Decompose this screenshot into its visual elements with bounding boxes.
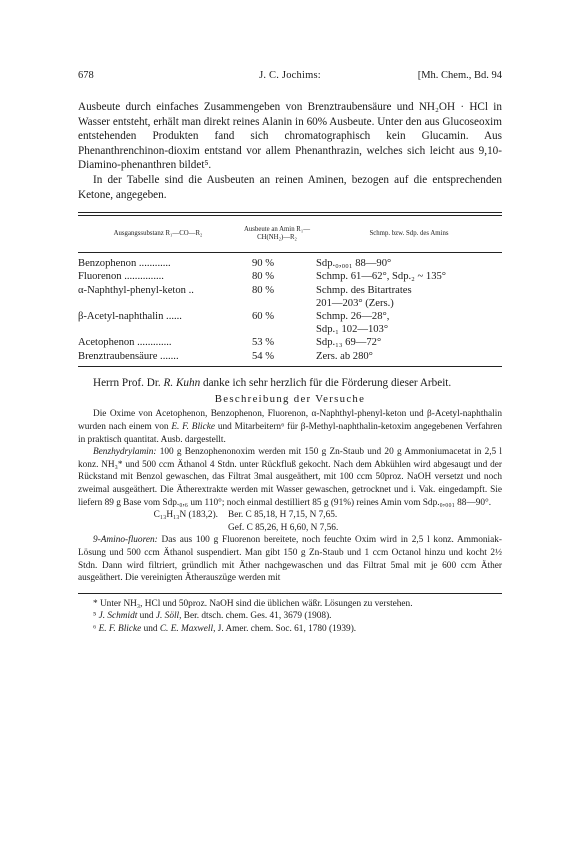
table-cell-substance: [78, 297, 238, 310]
table-header-properties: Schmp. bzw. Sdp. des Amins: [369, 230, 449, 238]
acknowledged-person: R. Kuhn: [163, 376, 201, 389]
formula-calculated: Ber. C 85,18, H 7,15, N 7,65.: [228, 510, 338, 521]
table-cell-yield: 60 %: [252, 310, 275, 322]
formula-found: Gef. C 85,26, H 6,60, N 7,56.: [228, 522, 339, 533]
formula-compound: C₁₃H₁₃N (183,2).: [153, 510, 218, 521]
table-cell-yield: 54 %: [252, 350, 275, 362]
acknowledgement: Herrn Prof. Dr. R. Kuhn danke ich sehr herzlich für die Förderung dieser Arbeit.: [93, 376, 452, 389]
table-row: [78, 336, 502, 349]
table-row: [78, 297, 502, 310]
table-cell-properties: Sdp.₁ 102—103°: [316, 324, 389, 336]
table-cell-properties: Sdp.₁₃ 69—72°: [316, 337, 382, 349]
table-cell-properties: Schmp. 61—62°, Sdp.₂ ~ 135°: [316, 271, 447, 283]
elemental-analysis: [78, 509, 502, 534]
table-bottom-rule: [78, 366, 502, 367]
table-intro-paragraph: In der Tabelle sind die Ausbeuten an reinen Aminen, bezogen auf die entsprechenden Ketone, angegeben.: [78, 173, 502, 201]
page: [78, 70, 502, 635]
table-cell-yield: 53 %: [252, 337, 275, 349]
table-row: [78, 310, 502, 323]
journal-reference: [Mh. Chem., Bd. 94: [417, 70, 502, 81]
footnote-6: ⁶ E. F. Blicke und C. E. Maxwell, J. Amer. chem. Soc. 61, 1780 (1939).: [93, 623, 357, 634]
footnote-star: * Unter NH₃, HCl und 50proz. NaOH sind die üblichen wäßr. Lösungen zu verstehen.: [93, 598, 413, 609]
aminofluoren-paragraph: 9-Amino-fluoren: Das aus 100 g Fluorenon bereitete, noch feuchte Oxim wird in 2,5 l konz. Ammoniak-Lösung und 500 ccm Äthanol suspendiert. Man gibt 150 g Zn-Staub und 1 ccm Octanol hinzu und kocht 2½ Stdn. Dann wird filtriert, gründlich mit Äther nachgewaschen und das Filtrat 5mal mit je 600 ccm Äther ausgeäthert. Die vereinigten Ätherauszüge werden mit: [78, 535, 502, 584]
table-cell-yield: [238, 323, 316, 336]
table-row: [78, 270, 502, 283]
running-header: [78, 70, 502, 86]
table-cell-substance: β-Acetyl-naphthalin ......: [78, 310, 182, 322]
table-cell-substance: Fluorenon ...............: [78, 271, 164, 283]
yield-table: [78, 257, 502, 363]
table-cell-substance: Brenztraubensäure .......: [78, 350, 179, 362]
table-cell-properties: Schmp. 26—28°,: [316, 310, 390, 322]
benzhydrylamin-paragraph: Benzhydrylamin: 100 g Benzophenonoxim werden mit 150 g Zn-Staub und 20 g Ammoniumacetat in 2,5 l konz. NH₃* und 500 ccm Äthanol 4 Stdn. unter Rückfluß gekocht. Nach dem Abkühlen wird abgesaugt und der Rückstand mit Benzol gewaschen, das Filtrat 3mal ausgeäthert, mit 100 ccm 50proz. NaOH versetzt und noch zweimal ausgeäthert. Die Ätherextrakte werden mit Wasser gewaschen, getrocknet und i. Vak. eingedampft. Sie liefern 89 g Base vom Sdp.₀,₆ um 110°; noch einmal destilliert 85 g (91%) reines Amin vom Sdp.₀,₀₀₁ 88—90°.: [78, 447, 502, 508]
table-row: [78, 323, 502, 336]
table-cell-properties: Sdp.₀,₀₀₁ 88—90°: [316, 258, 392, 270]
table-row: [78, 284, 502, 297]
table-row: [78, 257, 502, 270]
table-cell-properties: Schmp. des Bitartrates: [316, 284, 412, 296]
running-author: J. C. Jochims:: [259, 70, 321, 81]
table-cell-yield: 90 %: [252, 258, 275, 270]
footnote-5: ⁵ J. Schmidt und J. Söll, Ber. dtsch. chem. Ges. 41, 3679 (1908).: [93, 611, 332, 622]
benzhydrylamin-label: Benzhydrylamin:: [93, 447, 157, 458]
table-cell-substance: Benzophenon ............: [78, 258, 171, 270]
table-header: [78, 216, 502, 253]
table-cell-yield: [238, 297, 316, 310]
table-cell-substance: α-Naphthyl-phenyl-keton ..: [78, 284, 194, 296]
section-title: Beschreibung der Versuche: [214, 393, 366, 406]
page-number: 678: [78, 70, 94, 81]
table-cell-properties: 201—203° (Zers.): [316, 297, 394, 309]
table-cell-properties: Zers. ab 280°: [316, 350, 373, 362]
table-cell-substance: Acetophenon .............: [78, 337, 172, 349]
cited-author: E. F. Blicke: [171, 421, 216, 432]
table-cell-yield: 80 %: [252, 284, 275, 296]
table-row: [78, 350, 502, 363]
oxime-paragraph: Die Oxime von Acetophenon, Benzophenon, Fluorenon, α-Naphthyl-phenyl-keton und β-Acetyl-naphthalin wurden nach einem von E. F. Blicke und Mitarbeitern⁶ für β-Methyl-naphthalin-ketoxim angegebenen Verfahren in praktisch quantitat. Ausb. dargestellt.: [78, 409, 503, 445]
intro-paragraph: Ausbeute durch einfaches Zusammengeben von Brenztraubensäure und NH₂OH · HCl in Wasser entsteht, erhält man direkt reines Alanin in 60% Ausbeute. Unter den aus Glucoseoxim entstehenden Produkten fand sich chromatographisch kein Glucamin. Aus Phenanthrenchinon-dioxim entstand vor allem Phenanthrazin, welches sich leicht aus 9,10-Diamino-phenanthren bildet⁵.: [78, 101, 502, 172]
table-cell-substance: [78, 323, 238, 336]
table-header-substance: Ausgangssubstanz R₁—CO—R₂: [113, 230, 203, 238]
aminofluoren-label: 9-Amino-fluoren:: [93, 535, 158, 546]
footnote-rule: [78, 593, 502, 594]
table-cell-yield: 80 %: [252, 271, 275, 283]
table-header-yield: Ausbeute an Amin R₁—CH(NH₂)—R₂: [244, 226, 310, 242]
